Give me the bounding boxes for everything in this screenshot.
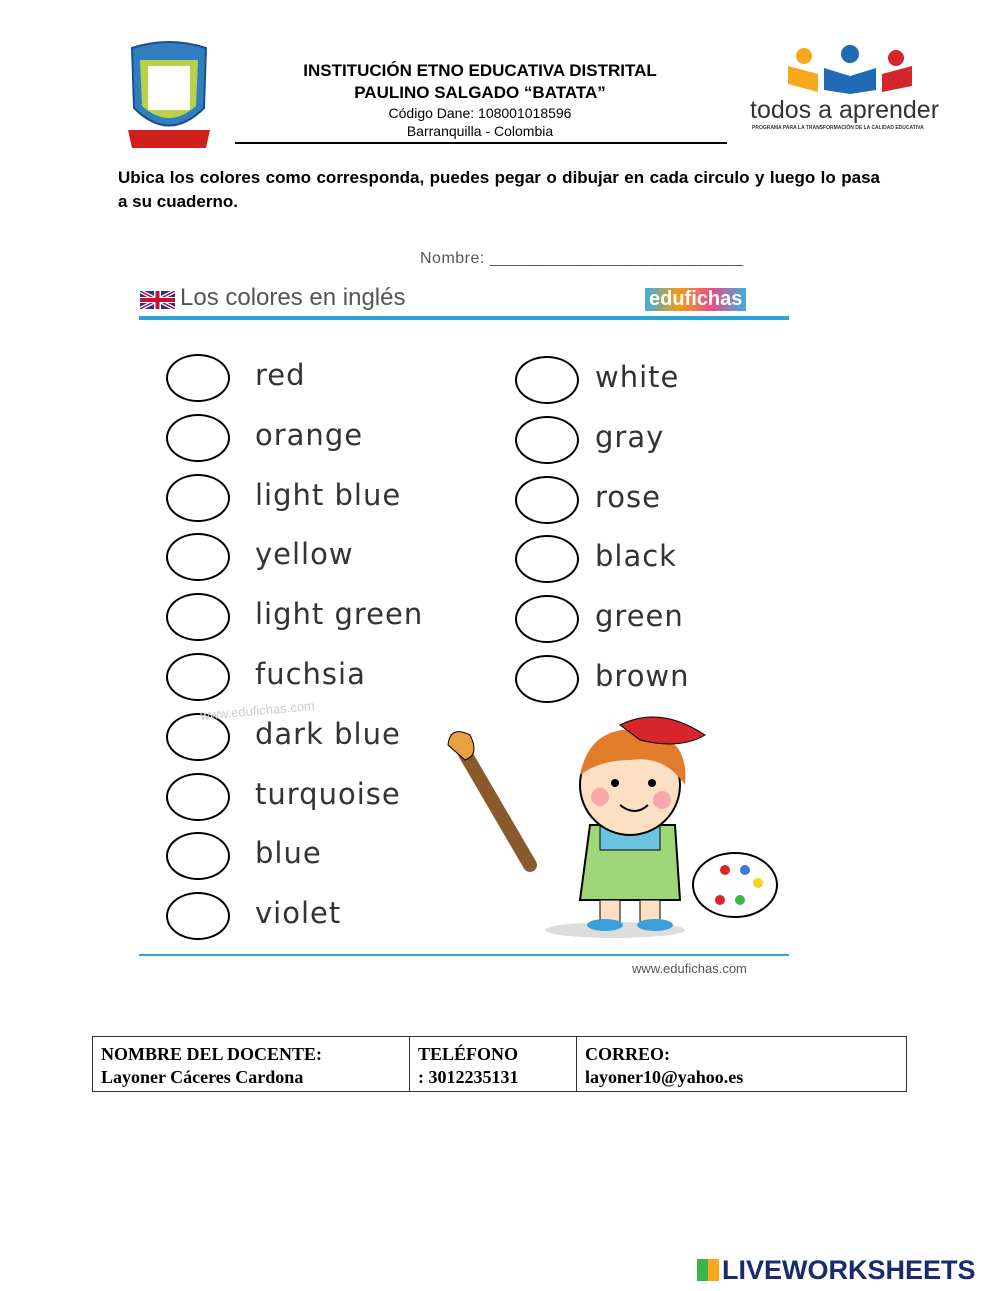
teacher-name-cell [93,1037,410,1092]
worksheet-title: Los colores en inglés [180,284,406,311]
school-name-line1: INSTITUCIÓN ETNO EDUCATIVA DISTRITAL [303,61,657,80]
color-word: light blue [255,477,402,512]
color-word: brown [595,659,690,693]
phone-label: TELÉFONO [418,1044,519,1064]
color-answer-circle[interactable] [166,653,230,701]
worksheet-bottom-line [139,954,789,956]
color-answer-circle[interactable] [166,593,230,641]
color-answer-circle[interactable] [166,414,230,462]
watermark: www.edufichas.com [199,698,316,723]
header-divider [235,142,727,144]
email-label: CORREO: [585,1044,670,1064]
color-answer-circle[interactable] [515,416,579,464]
liveworksheets-brand: LIVEWORKSHEETS [722,1255,976,1285]
color-word: blue [255,836,322,871]
teacher-name-label: NOMBRE DEL DOCENTE: [101,1044,323,1064]
color-answer-circle[interactable] [515,476,579,524]
liveworksheets-logo-icon [697,1259,719,1281]
color-word: black [595,539,677,574]
title-underline [139,316,789,320]
color-answer-circle[interactable] [515,655,579,703]
color-answer-circle[interactable] [166,773,230,821]
color-word: white [595,360,680,394]
color-answer-circle[interactable] [166,832,230,880]
worksheet-footer-url: www.edufichas.com [632,961,747,976]
school-name-line2: PAULINO SALGADO “BATATA” [354,83,606,102]
program-logo-text: todos a aprender [750,96,940,124]
instructions: Ubica los colores como corresponda, puedes pegar o dibujar en cada circulo y luego lo pasa a su cuaderno. [118,168,880,211]
color-word: turquoise [255,776,401,811]
color-answer-circle[interactable] [166,354,230,402]
color-answer-circle[interactable] [515,356,579,404]
color-word: rose [595,479,661,514]
phone-value: : 3012235131 [418,1067,519,1087]
color-answer-circle[interactable] [166,474,230,522]
uk-flag-icon [140,291,175,309]
teacher-name: Layoner Cáceres Cardona [101,1067,304,1087]
teacher-info-table [92,1036,907,1092]
teacher-email-cell [577,1037,907,1092]
school-code: Código Dane: 108001018596 [388,105,572,121]
color-answer-circle[interactable] [166,533,230,581]
color-word: light green [255,597,424,632]
school-city: Barranquilla - Colombia [406,123,554,139]
color-answer-circle[interactable] [515,595,579,643]
todos-a-aprender-icon [788,44,912,94]
color-word: gray [595,419,665,454]
color-word: yellow [255,537,354,572]
color-word: orange [255,417,364,452]
color-word: green [595,599,684,634]
painter-child-illustration [440,705,785,945]
edufichas-logo: edufichas [645,288,746,311]
name-field-label: Nombre: ___________________________ [420,250,744,267]
color-word: violet [255,896,342,931]
program-subtitle: PROGRAMA PARA LA TRANSFORMACIÓN DE LA CALIDAD EDUCATIVA [752,125,924,131]
email-value: layoner10@yahoo.es [585,1067,744,1087]
color-word: dark blue [255,716,401,751]
color-answer-circle[interactable] [515,535,579,583]
school-crest-logo [124,38,214,150]
color-word: red [255,358,306,392]
teacher-phone-cell [410,1037,577,1092]
color-word: fuchsia [255,657,366,691]
color-answer-circle[interactable] [166,892,230,940]
